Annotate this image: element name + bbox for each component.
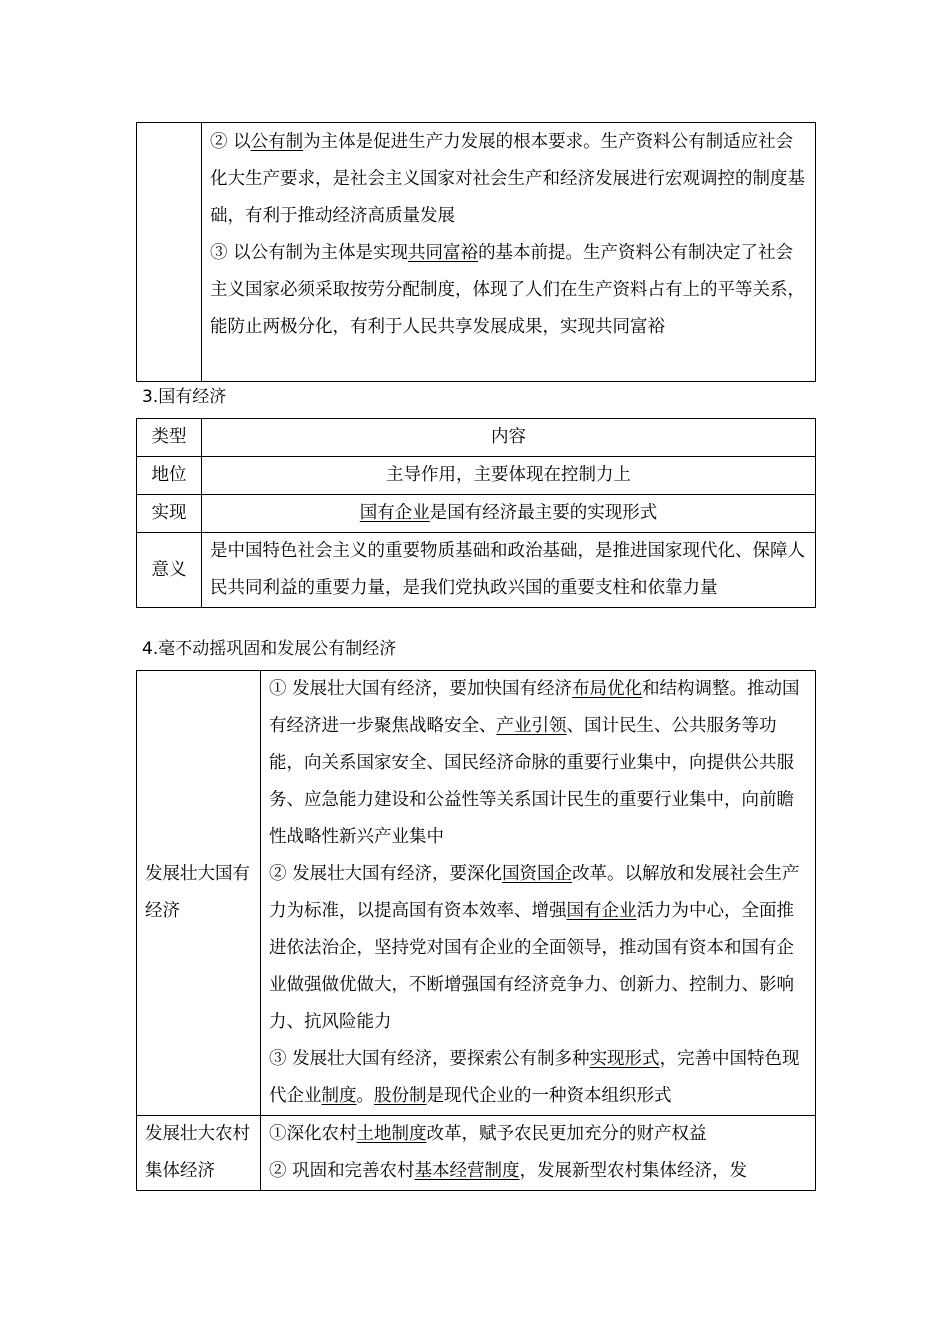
underlined-term: 制度 bbox=[321, 1086, 357, 1106]
paragraph bbox=[269, 1116, 807, 1153]
table-develop-public-economy bbox=[136, 670, 816, 1191]
label-position: 地位 bbox=[137, 457, 202, 495]
text-meaning: 是中国特色社会主义的重要物质基础和政治基础，是推进国家现代化、保障人民共同利益的重要力量，是我们党执政兴国的重要支柱和依靠力量 bbox=[202, 533, 816, 608]
underlined-term: 基本经营制度 bbox=[414, 1161, 520, 1181]
table-state-economy bbox=[136, 418, 816, 608]
underlined-term: 产业引领 bbox=[496, 716, 567, 736]
text-span: ② 发展壮大国有经济，要深化 bbox=[269, 864, 503, 884]
label-realization: 实现 bbox=[137, 495, 202, 533]
label-meaning: 意义 bbox=[137, 533, 202, 608]
text-span: 是现代企业的一种资本组织形式 bbox=[426, 1086, 672, 1106]
label-rural-collective-economy: 发展壮大农村集体经济 bbox=[137, 1116, 261, 1191]
text-span: 。 bbox=[356, 1086, 374, 1106]
text-span: 是国有经济最主要的实现形式 bbox=[429, 503, 658, 523]
section-heading-consolidate-public-economy: 4.毫不动摇巩固和发展公有制经济 bbox=[142, 639, 397, 659]
text-realization bbox=[202, 495, 816, 533]
label-state-economy: 发展壮大国有经济 bbox=[137, 671, 261, 1116]
content-rural-collective-economy bbox=[261, 1116, 816, 1191]
empty-label-cell bbox=[137, 123, 202, 382]
text-span: ，完善中国特色现代企业 bbox=[269, 1049, 800, 1106]
header-content: 内容 bbox=[202, 419, 816, 457]
text-span: ② 巩固和完善农村 bbox=[269, 1161, 415, 1181]
underlined-term: 公有制 bbox=[250, 132, 304, 152]
text-span: 为主体是促进生产力发展的根本要求。生产资料公有制适应社会化大生产要求，是社会主义国家对社会生产和经济发展进行宏观调控的制度基础，有利于推动经济高质量发展 bbox=[210, 132, 805, 226]
text-span: 改革，赋予农民更加充分的财产权益 bbox=[426, 1124, 707, 1144]
text-span: ③ 以公有制为主体是实现 bbox=[210, 243, 409, 263]
underlined-term: 布局优化 bbox=[572, 679, 643, 699]
paragraph bbox=[269, 1153, 807, 1190]
text-span: 、国计民生、公共服务等功能，向关系国家安全、国民经济命脉的重要行业集中，向提供公共服务、应急能力建设和公益性等关系国计民生的重要行业集中，向前瞻性战略性新兴产业集中 bbox=[269, 716, 794, 847]
underlined-term: 国有企业 bbox=[566, 901, 637, 921]
text-span: 活力为中心，全面推进依法治企，坚持党对国有企业的全面领导，推动国有资本和国有企业做强做优做大，不断增强国有经济竞争力、创新力、控制力、影响力、抗风险能力 bbox=[269, 901, 794, 1032]
text-span: 的基本前提。生产资料公有制决定了社会主义国家必须采取按劳分配制度，体现了人们在生产资料占有上的平等关系，能防止两极分化，有利于人民共享发展成果，实现共同富裕 bbox=[210, 243, 805, 337]
text-span: ② 以 bbox=[210, 132, 251, 152]
underlined-term: 土地制度 bbox=[356, 1124, 427, 1144]
paragraph bbox=[269, 856, 807, 1041]
underlined-term: 共同富裕 bbox=[408, 243, 479, 263]
text-span: ③ 发展壮大国有经济，要探索公有制多种 bbox=[269, 1049, 590, 1069]
text-span: ① 发展壮大国有经济，要加快国有经济 bbox=[269, 679, 573, 699]
text-position: 主导作用，主要体现在控制力上 bbox=[202, 457, 816, 495]
paragraph bbox=[269, 671, 807, 856]
text-span: ，发展新型农村集体经济，发 bbox=[519, 1161, 748, 1181]
text-span: 和结构调整。推动国有经济进一步聚焦战略安全、 bbox=[269, 679, 800, 736]
header-type: 类型 bbox=[137, 419, 202, 457]
underlined-term: 国资国企 bbox=[502, 864, 573, 884]
paragraph bbox=[269, 1041, 807, 1115]
underlined-term: 股份制 bbox=[374, 1086, 427, 1106]
paragraph bbox=[210, 124, 807, 235]
section-heading-state-economy: 3.国有经济 bbox=[142, 387, 227, 407]
text-span: 改革。以解放和发展社会生产力为标准，以提高国有资本效率、增强 bbox=[269, 864, 800, 921]
paragraph bbox=[210, 235, 807, 346]
underlined-term: 实现形式 bbox=[589, 1049, 660, 1069]
text-span: ①深化农村 bbox=[269, 1124, 357, 1144]
table-public-ownership-continued bbox=[136, 122, 816, 382]
content-cell bbox=[202, 123, 816, 382]
content-state-economy bbox=[261, 671, 816, 1116]
underlined-term: 国有企业 bbox=[359, 503, 430, 523]
